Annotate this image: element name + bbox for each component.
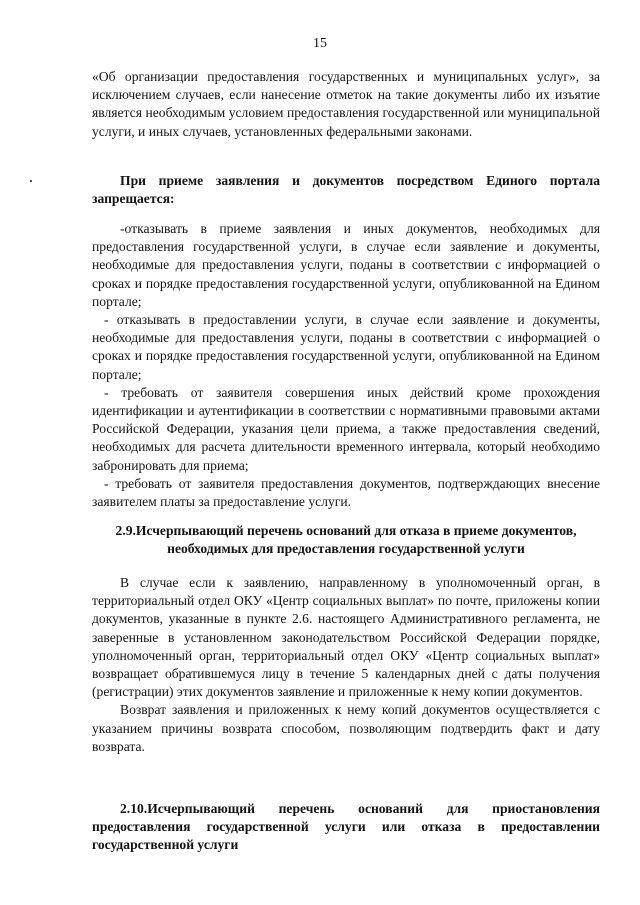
- intro-text: «Об организации предоставления государственных и муниципальных услуг», за исключением случаев, если нанесение отметок на такие документы либо их изъятие является необходимым условием предоставления государственной или муниципальной услуги, и иных случаев, установленных федеральными законами.: [92, 69, 600, 139]
- list-item: - отказывать в предоставлении услуги, в случае если заявление и документы, необходимые для предоставления услуги, поданы в соответствии с информацией о сроках и порядке предоставления государственной услуги, опубликованной на Едином портале;: [92, 312, 600, 382]
- list-item: - требовать от заявителя предоставления документов, подтверждающих внесение заявителем платы за предоставление услуги.: [92, 475, 600, 510]
- portal-prohibitions-list: [92, 220, 600, 511]
- page-number: 15: [313, 36, 327, 51]
- section-2-9-heading-text: 2.9.Исчерпывающий перечень оснований для отказа в приеме документов, необходимых для предоставления государственной услуги: [115, 523, 577, 557]
- section-2-9-heading: [92, 522, 600, 558]
- list-item: - требовать от заявителя совершения иных действий кроме прохождения идентификации и аутентификации в соответствии с нормативными правовыми актами Российской Федерации, указания цели приема, а также предоставления сведений, необходимых для расчета длительности временного интервала, который необходимо забронировать для приема;: [92, 384, 600, 473]
- scan-dot: [30, 180, 32, 182]
- portal-heading: [92, 172, 600, 208]
- section-2-9-paragraph-1: В случае если к заявлению, направленному в уполномоченный орган, в территориальный отдел ОКУ «Центр социальных выплат» по почте, приложены копии документов, указанные в пункте 2.6. настоящего Административного регламента, не заверенные в установленном законодательством Российской Федерации порядке, уполномоченный орган, территориальный отдел ОКУ «Центр социальных выплат» возвращает обратившемуся лицу в течение 5 календарных дней с даты получения (регистрации) этих документов заявление и приложенные к нему копии документов.: [92, 575, 600, 700]
- list-item: -отказывать в приеме заявления и иных документов, необходимых для предоставления государственной услуги, в случае если заявление и документы, необходимые для предоставления услуги, поданы в соответствии с информацией о сроках и порядке предоставления государственной услуги, опубликованной на Едином портале;: [92, 221, 600, 309]
- section-2-9-paragraph-2: Возврат заявления и приложенных к нему копий документов осуществляется с указанием причины возврата способом, позволяющим подтвердить факт и дату возврата.: [92, 702, 600, 754]
- section-2-10-heading: [92, 800, 600, 855]
- intro-paragraph: [92, 68, 600, 141]
- section-2-9-body: [92, 574, 600, 756]
- portal-heading-text: При приеме заявления и документов посредством Единого портала запрещается:: [92, 173, 600, 207]
- section-2-10-heading-text: 2.10.Исчерпывающий перечень оснований для приостановления предоставления государственной услуги или отказа в предоставлении государственной услуги: [92, 801, 600, 853]
